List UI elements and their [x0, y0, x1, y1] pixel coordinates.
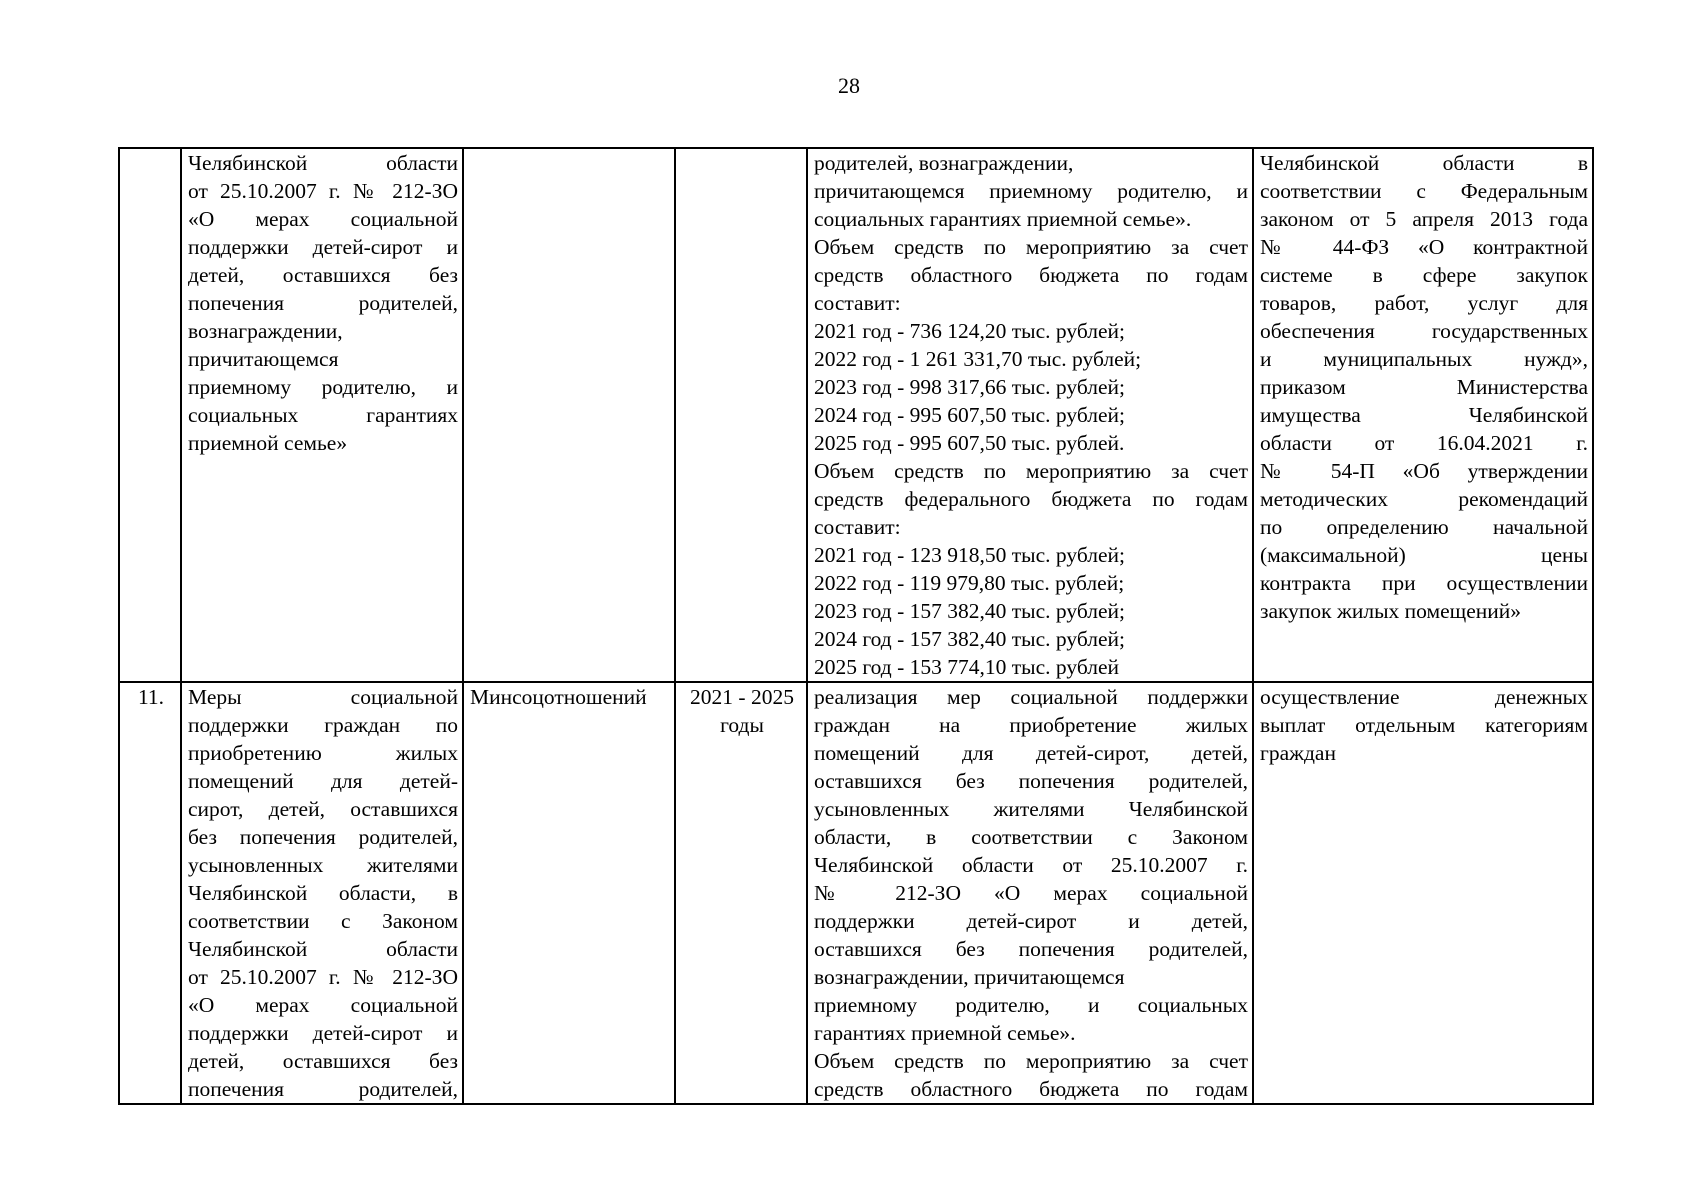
text-line: Челябинской области: [188, 937, 458, 961]
period-cell: [675, 682, 807, 1104]
text-line: приемному родителю, и социальных: [814, 993, 1248, 1017]
text-line: имущества Челябинской: [1260, 403, 1588, 427]
text-line: поддержки детей-сирот и: [188, 235, 458, 259]
text-line: 2022 год - 119 979,80 тыс. рублей;: [814, 571, 1125, 595]
text-line: № 212-ЗО «О мерах социальной: [814, 881, 1248, 905]
text-line: Челябинской области в: [1260, 151, 1588, 175]
text-line: поддержки граждан по: [188, 713, 458, 737]
text-line: попечения родителей,: [188, 1077, 458, 1101]
text-line: усыновленных жителями Челябинской: [814, 797, 1248, 821]
text-line: методических рекомендаций: [1260, 487, 1588, 511]
result-cell: [807, 148, 1253, 682]
text-line: социальных гарантиях приемной семье».: [814, 207, 1192, 231]
text-line: соответствии с Законом: [188, 909, 458, 933]
text-line: Объем средств по мероприятию за счет: [814, 459, 1248, 483]
text-line: № 44-ФЗ «О контрактной: [1260, 235, 1588, 259]
text-line: по определению начальной: [1260, 515, 1588, 539]
text-line: граждан на приобретение жилых: [814, 713, 1248, 737]
text-line: помещений для детей-сирот, детей,: [814, 741, 1248, 765]
text-line: вознаграждении, причитающемся: [814, 965, 1125, 989]
text-line: Челябинской области, в: [188, 881, 458, 905]
text-line: 2022 год - 1 261 331,70 тыс. рублей;: [814, 347, 1142, 371]
text-line: Объем средств по мероприятию за счет: [814, 235, 1248, 259]
text-line: реализация мер социальной поддержки: [814, 685, 1248, 709]
text-line: приемной семье»: [188, 431, 348, 455]
text-line: выплат отдельным категориям: [1260, 713, 1588, 737]
text-line: осуществление денежных: [1260, 685, 1588, 709]
text-line: детей, оставшихся без: [188, 263, 458, 287]
text-line: составит:: [814, 291, 901, 315]
text-line: средств федерального бюджета по годам: [814, 487, 1248, 511]
text-line: вознаграждении,: [188, 319, 343, 343]
text-line: приемному родителю, и: [188, 375, 458, 399]
text-line: обеспечения государственных: [1260, 319, 1588, 343]
text-line: области от 16.04.2021 г.: [1260, 431, 1588, 455]
text-line: усыновленных жителями: [188, 853, 458, 877]
text-line: 2021 год - 123 918,50 тыс. рублей;: [814, 543, 1125, 567]
text-line: 2025 год - 153 774,10 тыс. рублей: [814, 655, 1120, 679]
text-line: без попечения родителей,: [188, 825, 458, 849]
text-line: сирот, детей, оставшихся: [188, 797, 458, 821]
row-number-cell: 11.: [119, 682, 181, 1104]
text-line: причитающемся: [188, 347, 339, 371]
table-row: [119, 148, 1593, 682]
text-line: Меры социальной: [188, 685, 458, 709]
text-line: поддержки детей-сирот и детей,: [814, 909, 1248, 933]
result-cell: [807, 682, 1253, 1104]
text-line: оставшихся без попечения родителей,: [814, 937, 1248, 961]
text-line: товаров, работ, услуг для: [1260, 291, 1588, 315]
text-line: детей, оставшихся без: [188, 1049, 458, 1073]
notes-cell: [1253, 148, 1593, 682]
text-line: «О мерах социальной: [188, 207, 458, 231]
text-line: 2025 год - 995 607,50 тыс. рублей.: [814, 431, 1125, 455]
table-row: [119, 682, 1593, 1104]
text-line: причитающемся приемному родителю, и: [814, 179, 1248, 203]
text-line: составит:: [814, 515, 901, 539]
text-line: оставшихся без попечения родителей,: [814, 769, 1248, 793]
measure-name-cell: [181, 682, 463, 1104]
text-line: средств областного бюджета по годам: [814, 263, 1248, 287]
text-line: 2024 год - 157 382,40 тыс. рублей;: [814, 627, 1125, 651]
measures-table: [118, 147, 1594, 1105]
measure-name-cell: [181, 148, 463, 682]
text-line: средств областного бюджета по годам: [814, 1077, 1248, 1101]
text-line: родителей, вознаграждении,: [814, 151, 1074, 175]
text-line: 2023 год - 998 317,66 тыс. рублей;: [814, 375, 1125, 399]
text-line: «О мерах социальной: [188, 993, 458, 1017]
text-line: помещений для детей-: [188, 769, 458, 793]
text-line: от 25.10.2007 г. № 212-ЗО: [188, 179, 458, 203]
text-line: 2023 год - 157 382,40 тыс. рублей;: [814, 599, 1125, 623]
text-line: законом от 5 апреля 2013 года: [1260, 207, 1588, 231]
row-number-cell: [119, 148, 181, 682]
text-line: от 25.10.2007 г. № 212-ЗО: [188, 965, 458, 989]
text-line: Объем средств по мероприятию за счет: [814, 1049, 1248, 1073]
executor-cell: [463, 148, 675, 682]
period-cell: [675, 148, 807, 682]
text-line: 2024 год - 995 607,50 тыс. рублей;: [814, 403, 1125, 427]
text-line: Челябинской области: [188, 151, 458, 175]
text-line: системе в сфере закупок: [1260, 263, 1588, 287]
page-number: 28: [838, 73, 860, 98]
executor-cell: Минсоцотношений: [463, 682, 675, 1104]
text-line: приобретению жилых: [188, 741, 458, 765]
text-line: годы: [720, 713, 764, 737]
text-line: 2021 - 2025: [690, 685, 794, 709]
text-line: граждан: [1260, 741, 1336, 765]
text-line: № 54-П «Об утверждении: [1260, 459, 1588, 483]
text-line: Челябинской области от 25.10.2007 г.: [814, 853, 1248, 877]
text-line: 2021 год - 736 124,20 тыс. рублей;: [814, 319, 1125, 343]
text-line: соответствии с Федеральным: [1260, 179, 1588, 203]
text-line: попечения родителей,: [188, 291, 458, 315]
notes-cell: [1253, 682, 1593, 1104]
text-line: области, в соответствии с Законом: [814, 825, 1248, 849]
text-line: поддержки детей-сирот и: [188, 1021, 458, 1045]
text-line: социальных гарантиях: [188, 403, 458, 427]
text-line: гарантиях приемной семье».: [814, 1021, 1076, 1045]
text-line: закупок жилых помещений»: [1260, 599, 1522, 623]
text-line: и муниципальных нужд»,: [1260, 347, 1588, 371]
text-line: приказом Министерства: [1260, 375, 1588, 399]
text-line: (максимальной) цены: [1260, 543, 1588, 567]
text-line: контракта при осуществлении: [1260, 571, 1588, 595]
